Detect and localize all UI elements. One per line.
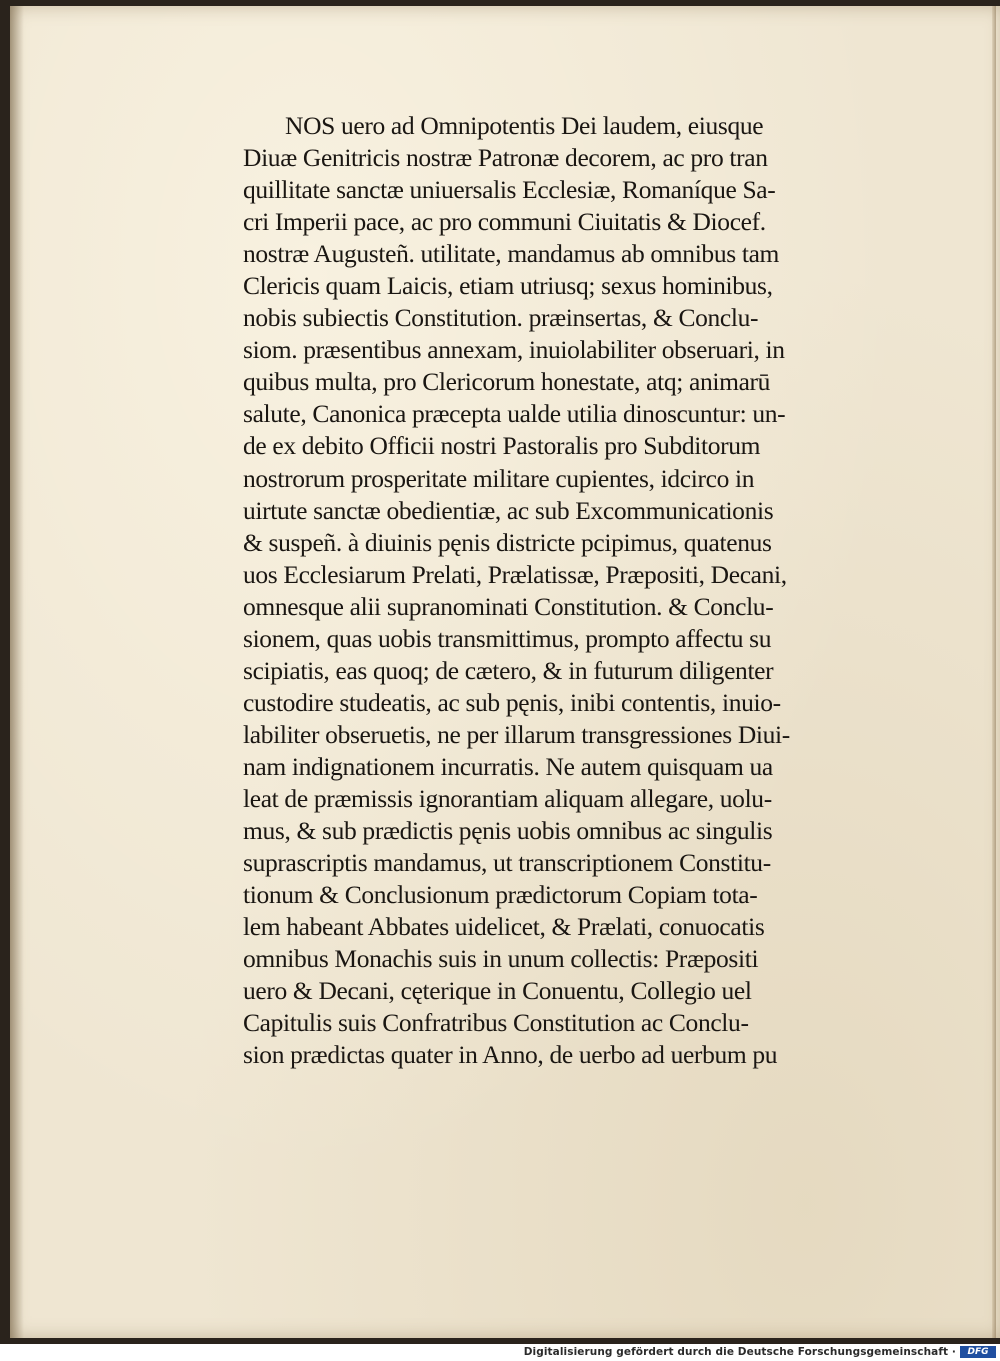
- text-line: nobis subiectis Constitution. præinsertas, & Conclu-: [243, 303, 759, 333]
- text-line: mus, & sub prædictis pęnis uobis omnibus ac singulis: [243, 816, 773, 846]
- text-line: omnesque alii supranominati Constitution. & Conclu-: [243, 591, 774, 621]
- funding-credit: Digitalisierung gefördert durch die Deutsche Forschungsgemeinschaft ·: [523, 1346, 956, 1358]
- text-line: siom. præsentibus annexam, inuiolabiliter obseruari, in: [243, 335, 785, 365]
- page-fold: [992, 6, 996, 1338]
- text-line: custodire studeatis, ac sub pęnis, inibi contentis, inuio-: [243, 687, 781, 717]
- text-line: tionum & Conclusionum prædictorum Copiam tota-: [243, 880, 758, 910]
- text-line: labiliter obseruetis, ne per illarum transgressiones Diui-: [243, 719, 790, 749]
- text-line: NOS uero ad Omnipotentis Dei laudem, eiusque: [285, 111, 764, 140]
- dfg-logo-icon: DFG: [960, 1346, 996, 1358]
- text-line: Clericis quam Laicis, etiam utriusq; sexus hominibus,: [243, 271, 773, 301]
- text-line: uos Ecclesiarum Prelati, Prælatissæ, Præpositi, Decani,: [243, 559, 787, 589]
- text-line: sionem, quas uobis transmittimus, prompto affectu su: [243, 623, 772, 653]
- printed-text-block: [243, 110, 908, 1071]
- text-line: lem habeant Abbates uidelicet, & Prælati, conuocatis: [243, 912, 765, 942]
- text-line: de ex debito Officii nostri Pastoralis pro Subditorum: [243, 431, 761, 461]
- text-line: uirtute sanctæ obedientiæ, ac sub Excommunicationis: [243, 495, 774, 525]
- page-edge-shadow: [10, 6, 24, 1338]
- text-line: omnibus Monachis suis in unum collectis: Præpositi: [243, 944, 759, 974]
- text-line: nostrorum prosperitate militare cupientes, idcirco in: [243, 463, 755, 493]
- text-line: quillitate sanctæ uniuersalis Ecclesiæ, Romaníque Sa-: [243, 175, 776, 205]
- text-line: suprascriptis mandamus, ut transcriptionem Constitu-: [243, 848, 771, 878]
- footer-bar: [0, 1344, 1000, 1361]
- text-line: scipiatis, eas quoq; de cætero, & in futurum diligenter: [243, 655, 774, 685]
- text-line: leat de præmissis ignorantiam aliquam allegare, uolu-: [243, 783, 772, 813]
- text-line: salute, Canonica præcepta ualde utilia dinoscuntur: un-: [243, 399, 786, 429]
- text-line: quibus multa, pro Clericorum honestate, atq; animarū: [243, 367, 771, 397]
- text-line: cri Imperii pace, ac pro communi Ciuitatis & Diocef.: [243, 207, 766, 237]
- text-line: uero & Decani, cęterique in Conuentu, Collegio uel: [243, 976, 752, 1006]
- text-line: nostræ Augusteñ. utilitate, mandamus ab omnibus tam: [243, 239, 780, 269]
- text-line: Capitulis suis Confratribus Constitution ac Conclu-: [243, 1008, 749, 1038]
- text-line: sion prædictas quater in Anno, de uerbo ad uerbum pu: [243, 1040, 778, 1070]
- text-line: & suspeñ. à diuinis pęnis districte pcipimus, quatenus: [243, 527, 772, 557]
- text-line: Diuæ Genitricis nostræ Patronæ decorem, ac pro tran: [243, 143, 768, 173]
- text-line: nam indignationem incurratis. Ne autem quisquam ua: [243, 751, 773, 781]
